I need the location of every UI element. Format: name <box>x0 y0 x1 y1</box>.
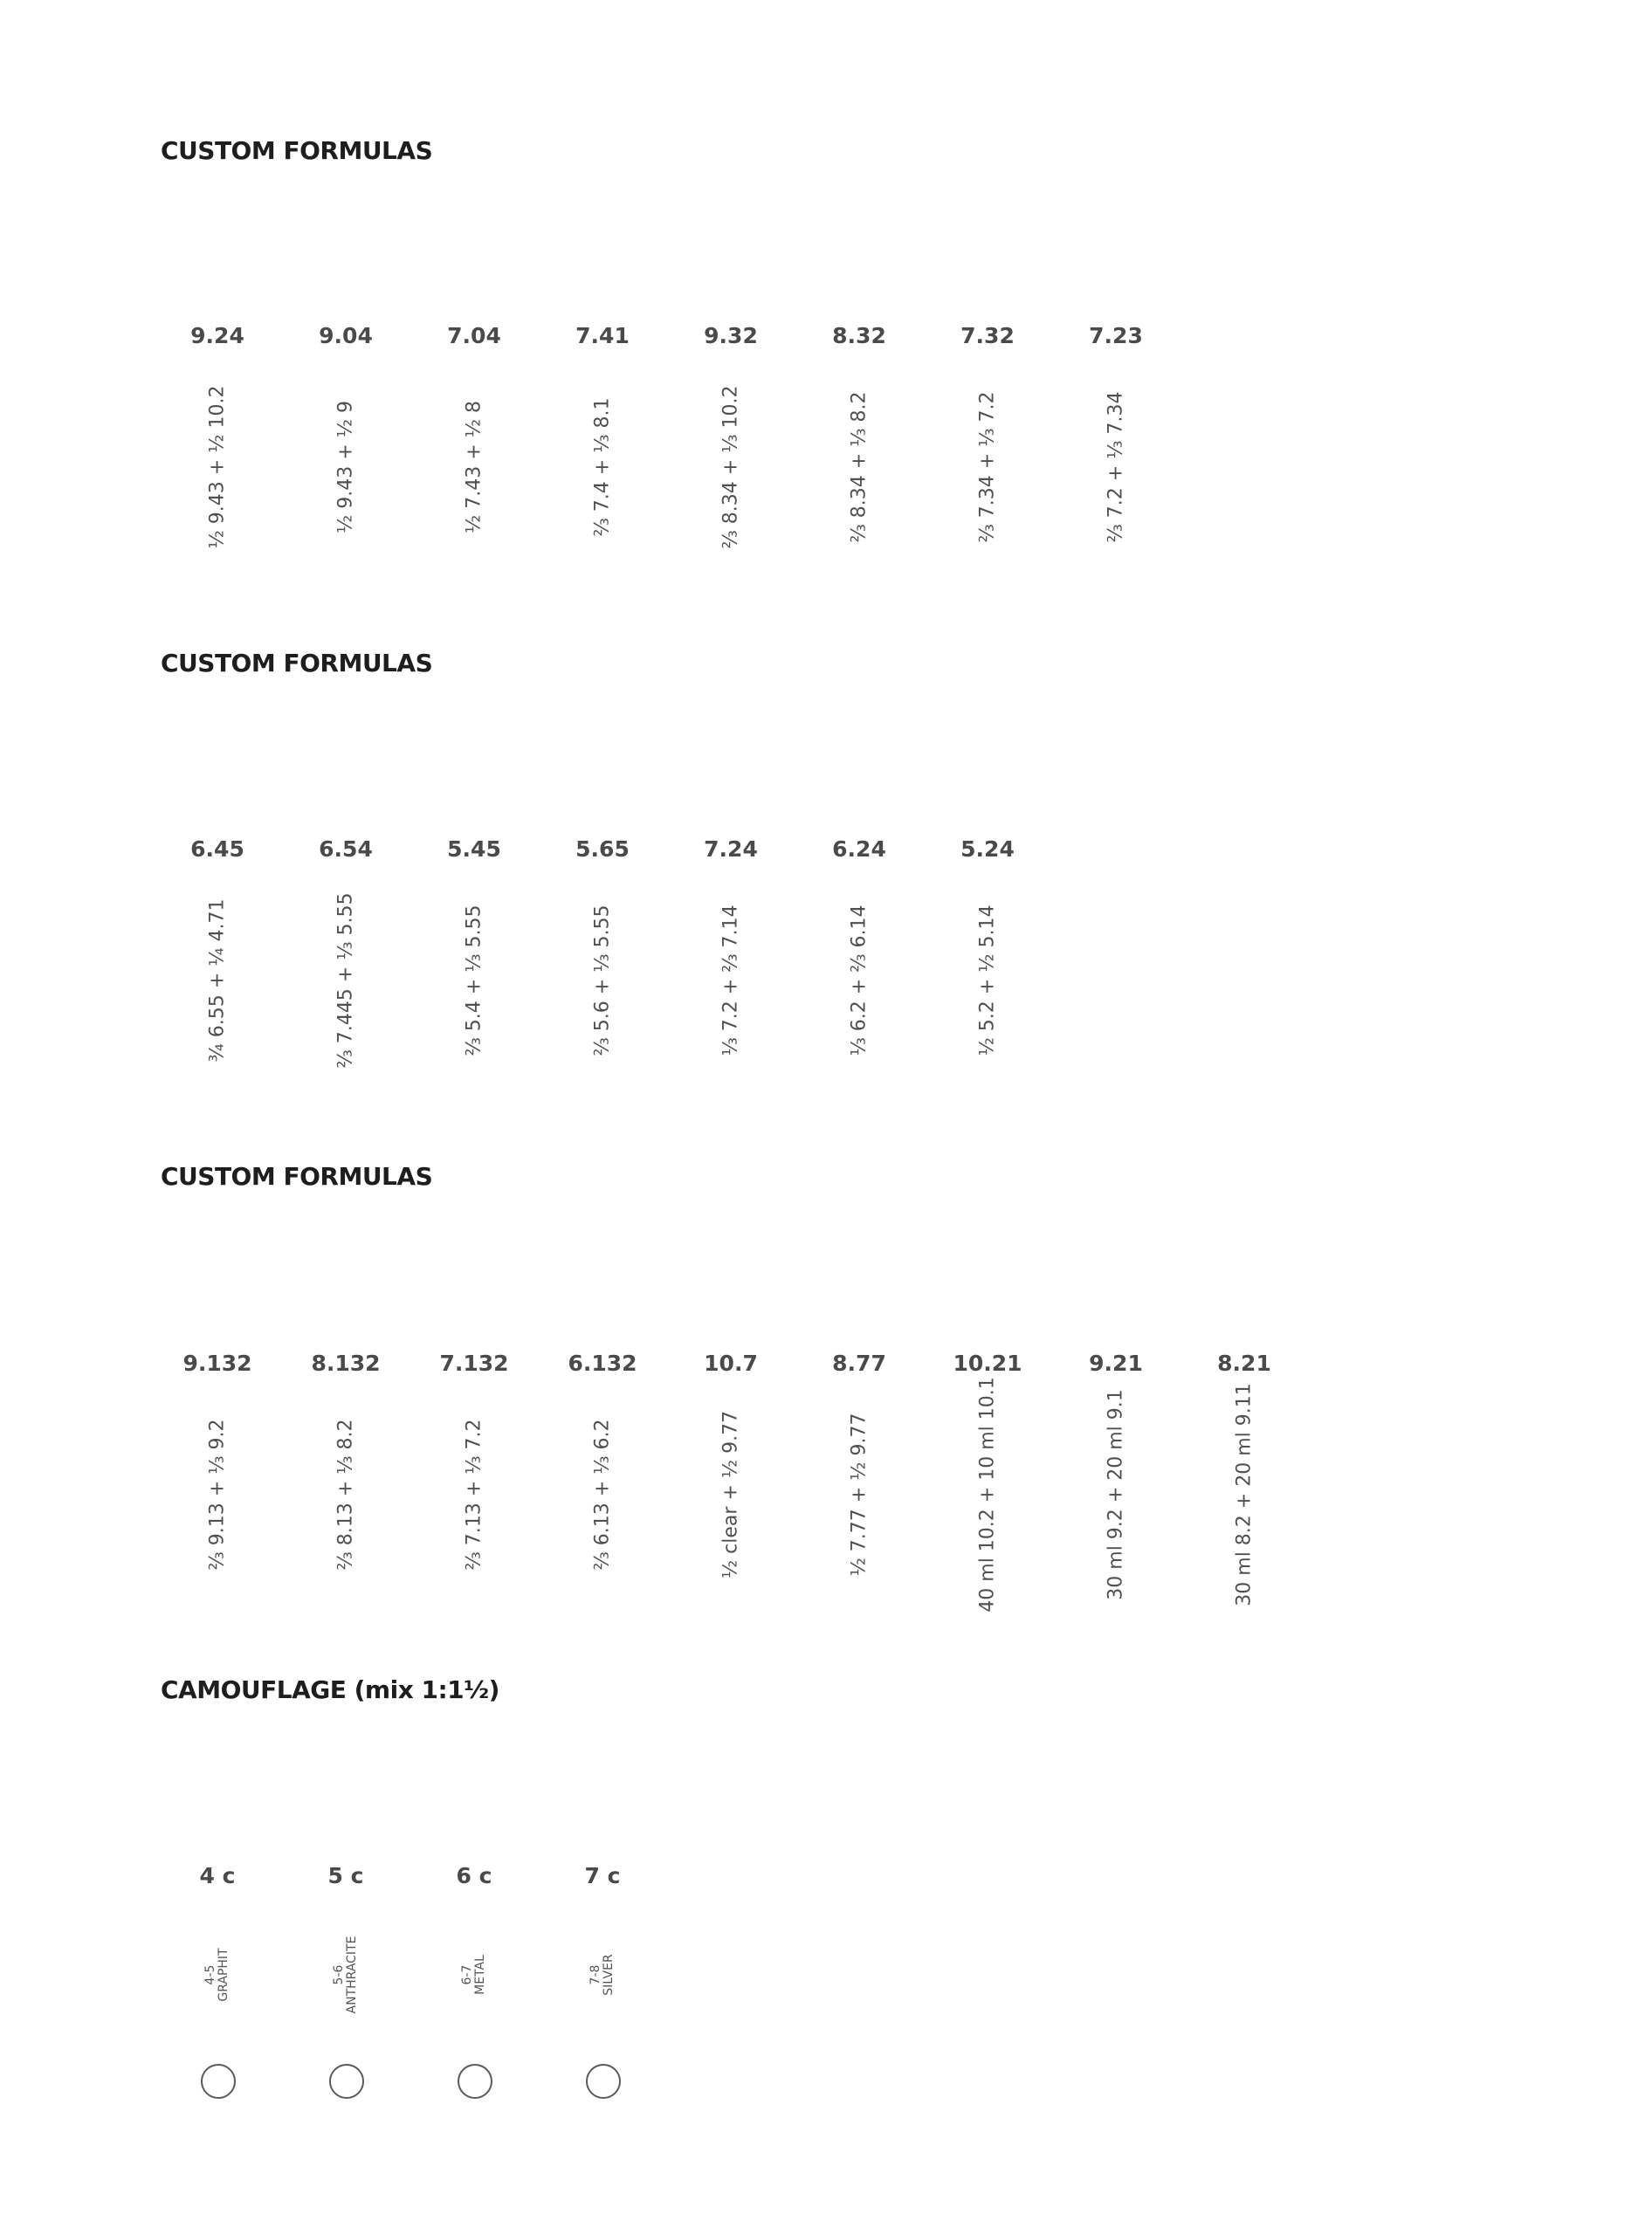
camouflage-code: 4 c <box>199 1863 236 1888</box>
camouflage-code: 5 c <box>327 1863 364 1888</box>
color-code: 6.54 <box>319 836 373 862</box>
selection-circle[interactable] <box>586 2064 621 2099</box>
mix-formula: ⅔ 7.2 + ⅓ 7.34 <box>1105 391 1127 543</box>
mix-formula: ⅔ 8.34 + ⅓ 10.2 <box>719 385 742 549</box>
section-title: CUSTOM FORMULAS <box>161 649 433 677</box>
mix-formula: ½ 7.77 + ½ 9.77 <box>848 1413 871 1577</box>
mix-formula: ½ 5.2 + ½ 5.14 <box>976 904 999 1056</box>
selection-circle[interactable] <box>458 2064 492 2099</box>
shade-name: SILVER <box>602 1954 616 1996</box>
color-code: 7.23 <box>1089 323 1143 348</box>
selection-circle[interactable] <box>201 2064 236 2099</box>
shade-range: 7-8 <box>589 1964 602 1985</box>
mix-formula: 30 ml 9.2 + 20 ml 9.1 <box>1105 1389 1127 1600</box>
mix-formula: ½ 7.43 + ½ 8 <box>463 400 485 534</box>
mix-formula: ½ 9.43 + ½ 10.2 <box>206 385 229 549</box>
color-code: 6.132 <box>568 1351 637 1376</box>
shade-range: 5-6 <box>332 1964 346 1985</box>
section-title: CUSTOM FORMULAS <box>161 136 433 165</box>
mix-formula: ⅔ 5.4 + ⅓ 5.55 <box>463 904 485 1056</box>
mix-formula: ⅔ 8.13 + ⅓ 8.2 <box>334 1419 357 1571</box>
shade-name: GRAPHIT <box>217 1948 231 2002</box>
color-code: 7.32 <box>960 323 1015 348</box>
color-code: 10.21 <box>953 1351 1022 1376</box>
color-code: 9.21 <box>1089 1351 1143 1376</box>
color-code: 5.45 <box>447 836 501 862</box>
color-code: 5.65 <box>575 836 630 862</box>
shade-label <box>333 1936 359 2014</box>
color-code: 5.24 <box>960 836 1015 862</box>
mix-formula: ½ 9.43 + ½ 9 <box>334 400 357 534</box>
shade-label <box>461 1955 487 1995</box>
mix-formula: ⅔ 7.34 + ⅓ 7.2 <box>976 391 999 543</box>
shade-name: METAL <box>473 1955 487 1995</box>
shade-range: 6-7 <box>460 1964 474 1985</box>
color-code: 7.41 <box>575 323 630 348</box>
mix-formula: ⅔ 8.34 + ⅓ 8.2 <box>848 391 871 543</box>
camouflage-code: 6 c <box>456 1863 492 1888</box>
mix-formula: ⅓ 7.2 + ⅔ 7.14 <box>719 904 742 1056</box>
color-code: 10.7 <box>704 1351 758 1376</box>
shade-label <box>204 1948 231 2001</box>
color-code: 7.132 <box>439 1351 509 1376</box>
shade-name: ANTHRACITE <box>345 1936 359 2014</box>
color-code: 6.24 <box>832 836 886 862</box>
section-title: CUSTOM FORMULAS <box>161 1162 433 1191</box>
selection-circle[interactable] <box>329 2064 364 2099</box>
mix-formula: ⅔ 9.13 + ⅓ 9.2 <box>206 1419 229 1571</box>
color-code: 7.24 <box>704 836 758 862</box>
color-code: 9.132 <box>182 1351 252 1376</box>
mix-formula: ⅔ 5.6 + ⅓ 5.55 <box>591 904 614 1056</box>
color-code: 7.04 <box>447 323 501 348</box>
color-code: 6.45 <box>190 836 244 862</box>
color-code: 8.32 <box>832 323 886 348</box>
mix-formula: 40 ml 10.2 + 10 ml 10.1 <box>976 1377 999 1613</box>
mix-formula: ⅔ 7.13 + ⅓ 7.2 <box>463 1419 485 1571</box>
camouflage-title: CAMOUFLAGE (mix 1:1½) <box>161 1675 499 1704</box>
mix-formula: 30 ml 8.2 + 20 ml 9.11 <box>1233 1383 1256 1606</box>
color-code: 8.132 <box>311 1351 381 1376</box>
mix-formula: ½ clear + ½ 9.77 <box>719 1410 742 1579</box>
color-code: 9.04 <box>319 323 373 348</box>
color-code: 8.77 <box>832 1351 886 1376</box>
camouflage-code: 7 c <box>584 1863 621 1888</box>
mix-formula: ⅓ 6.2 + ⅔ 6.14 <box>848 904 871 1056</box>
shade-range: 4-5 <box>203 1964 217 1985</box>
mix-formula: ⅔ 7.4 + ⅓ 8.1 <box>591 397 614 537</box>
mix-formula: ⅔ 6.13 + ⅓ 6.2 <box>591 1419 614 1571</box>
color-code: 8.21 <box>1217 1351 1271 1376</box>
shade-label <box>589 1954 616 1995</box>
color-code: 9.24 <box>190 323 244 348</box>
color-code: 9.32 <box>704 323 758 348</box>
mix-formula: ¾ 6.55 + ¼ 4.71 <box>206 898 229 1062</box>
mix-formula: ⅔ 7.445 + ⅓ 5.55 <box>334 892 357 1069</box>
